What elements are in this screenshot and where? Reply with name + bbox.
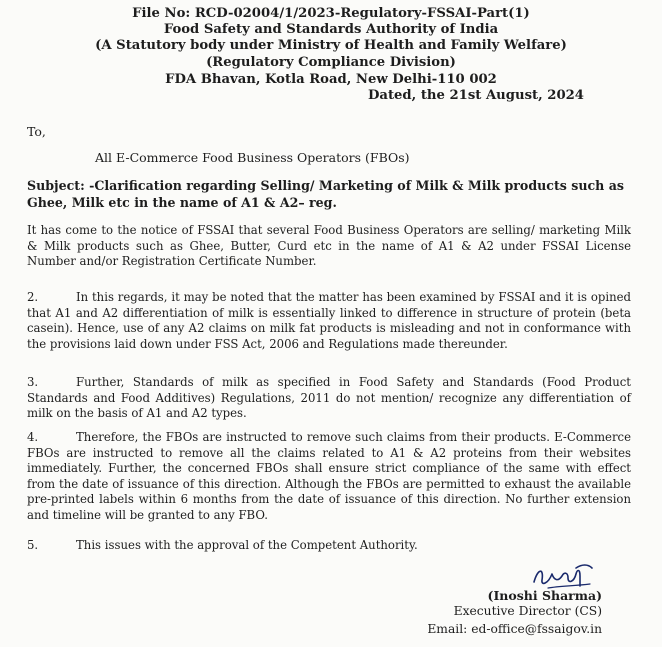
subject-line: Subject: -Clarification regarding Selling/ Marketing of Milk & Milk products such as Ghee, Milk etc in the name of A1 & A2– reg. — [27, 178, 624, 210]
paragraph-text: This issues with the approval of the Competent Authority. — [76, 538, 418, 552]
paragraph-3 — [27, 375, 631, 422]
addressee: All E-Commerce Food Business Operators (FBOs) — [95, 150, 410, 165]
paragraph-text: Further, Standards of milk as specified in Food Safety and Standards (Food Product Standards and Food Additives) Regulations, 2011 do not mention/ recognize any differentiation of milk on the basis of A1 and A2 types. — [27, 375, 631, 421]
organization-name: Food Safety and Standards Authority of India — [163, 22, 499, 37]
to-line: To, — [27, 124, 46, 139]
paragraph-text: In this regards, it may be noted that the matter has been examined by FSSAI and it is opined that A1 and A2 differentiation of milk is essentially linked to difference in structure of protein (beta casein). Hence, use of any A2 claims on milk fat products is misleading and not in conformance with the provisions laid down under FSS Act, 2006 and Regulations made thereunder. — [27, 290, 631, 351]
paragraph-2 — [27, 290, 631, 352]
paragraph-number: 4. — [27, 430, 39, 444]
division-line: (Regulatory Compliance Division) — [206, 55, 456, 70]
paragraph-4 — [27, 430, 631, 524]
paragraph-text: It has come to the notice of FSSAI that several Food Business Operators are selling/ marketing Milk & Milk products such as Ghee, Butter, Curd etc in the name of A1 & A2 under FSSAI License Number and/or Registration Certificate Number. — [27, 223, 631, 269]
signatory-designation: Executive Director (CS) — [453, 604, 602, 618]
paragraph-number: 2. — [27, 290, 39, 304]
paragraph-1 — [27, 223, 631, 270]
paragraph-number: 5. — [27, 538, 39, 552]
paragraph-number: 3. — [27, 375, 39, 389]
paragraph-text: Therefore, the FBOs are instructed to remove such claims from their products. E-Commerce FBOs are instructed to remove all the claims related to A1 & A2 proteins from their websites immediately. Further, the concerned FBOs shall ensure strict compliance of the same with effect from the date of issuance of this direction. Although the FBOs are permitted to exhaust the available pre-printed labels within 6 months from the date of issuance of this direction. No further extension and timeline will be granted to any FBO. — [27, 430, 631, 522]
signatory-email: Email: ed-office@fssaigov.in — [427, 622, 602, 636]
date-line: Dated, the 21st August, 2024 — [367, 88, 584, 103]
paragraph-5 — [27, 538, 631, 554]
file-number: File No: RCD-02004/1/2023-Regulatory-FSSAI-Part(1) — [132, 6, 530, 21]
signature-block — [427, 572, 602, 642]
signatory-name: (Inoshi Sharma) — [487, 588, 602, 603]
address-line: FDA Bhavan, Kotla Road, New Delhi-110 002 — [165, 72, 497, 87]
statutory-line: (A Statutory body under Ministry of Health and Family Welfare) — [95, 38, 567, 53]
